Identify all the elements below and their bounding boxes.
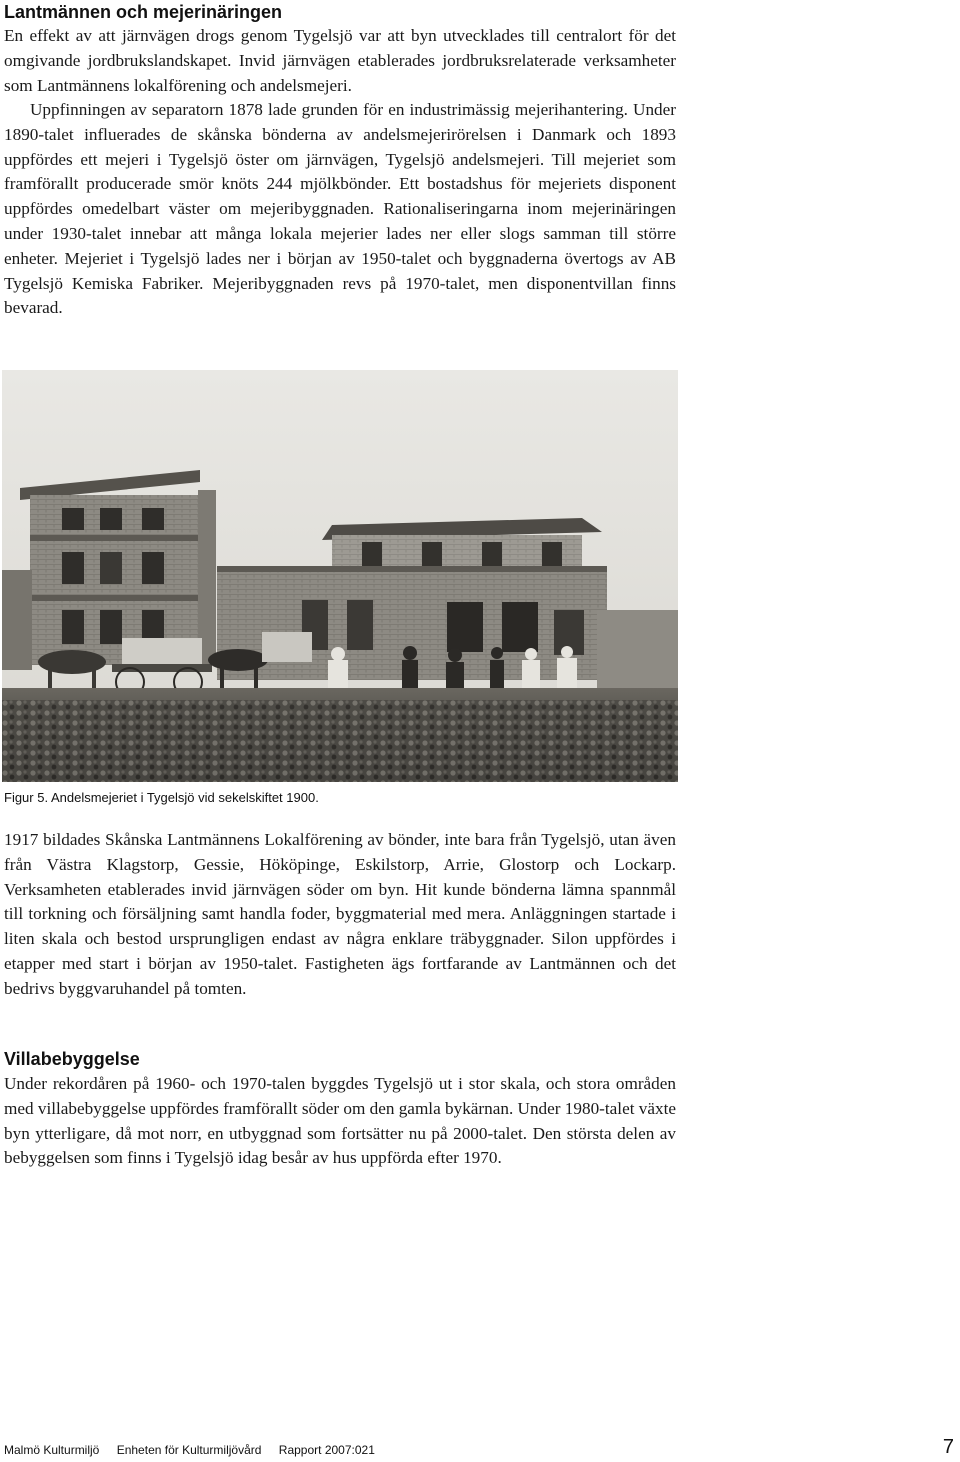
page-number: 7 <box>942 1436 954 1458</box>
paragraph-dairy-history: Uppfinningen av separatorn 1878 lade grunden för en industrimässig mejerihantering. Under 1890-talet influerades de skånska bönderna av andelsmejerirörelsen i Danmark och 1893 uppfördes ett mejeri i Tygelsjö öster om järnvägen, Tygelsjö andelsmejeri. Till mejeriet som framförallt producerade smör knöts 244 mjölkbönder. Ett bostadshus för mejeriets disponent uppfördes omedelbart väster om mejeribyggnaden. Rationaliseringarna inom mejerinäringen under 1930-talet innebar att många lokala mejerier lades ner eller slogs samman till större enheter. Mejeriet i Tygelsjö lades ner i början av 1950-talet och byggnaderna övertogs av AB Tygelsjö Kemiska Fabriker. Mejeribyggnaden revs på 1970-talet, men disponentvillan finns bevarad. <box>4 100 676 318</box>
figure-caption: Figur 5. Andelsmejeriet i Tygelsjö vid sekelskiftet 1900. <box>4 790 319 805</box>
footer-report: Rapport 2007:021 <box>278 1443 375 1457</box>
section-heading-lantmannen: Lantmännen och mejerinäringen <box>4 2 283 22</box>
paragraph-lantmannen-1917: 1917 bildades Skånska Lantmännens Lokalförening av bönder, inte bara från Tygelsjö, utan även från Västra Klagstorp, Gessie, Hököpinge, Eskilstorp, Arrie, Glostorp och Lockarp. Verksamheten etablerades invid järnvägen söder om byn. Hit kunde bönderna lämna spannmål till torkning och försäljning samt handla foder, byggmaterial med mera. Anläggningen startade i liten skala och bestod ursprungligen endast av några enklare träbyggnader. Silon uppfördes i etapper med start i början av 1950-talet. Fastigheten ägs fortfarande av Lantmännen och det bedrivs byggvaruhandel på tomten. <box>4 830 676 998</box>
footer-publisher: Malmö Kulturmiljö <box>4 1443 100 1457</box>
paragraph-villabebyggelse: Under rekordåren på 1960- och 1970-talen byggdes Tygelsjö ut i stor skala, och stora områden med villabebyggelse uppfördes framförallt söder om den gamla bykärnan. Under 1980-talet växte byn ytterligare, då mot norr, en utbyggnad som fortsätter nu på 2000-talet. Den största delen av bebyggelsen som finns i Tygelsjö idag besår av hus uppförda efter 1970. <box>4 1074 676 1168</box>
figure-photo-dairy <box>2 370 678 782</box>
section-heading-villabebyggelse: Villabebyggelse <box>4 1049 140 1069</box>
paragraph-railway-effect: En effekt av att järnvägen drogs genom Tygelsjö var att byn utvecklades till centralort för det omgivande jordbrukslandskapet. Invid järnvägen etablerades jordbruksrelaterade verksamheter som Lantmännens lokalförening och andelsmejeri. <box>4 26 676 95</box>
dairy-photo-illustration <box>2 370 678 782</box>
page-footer <box>4 1442 389 1458</box>
footer-unit: Enheten för Kulturmiljövård <box>116 1443 262 1457</box>
